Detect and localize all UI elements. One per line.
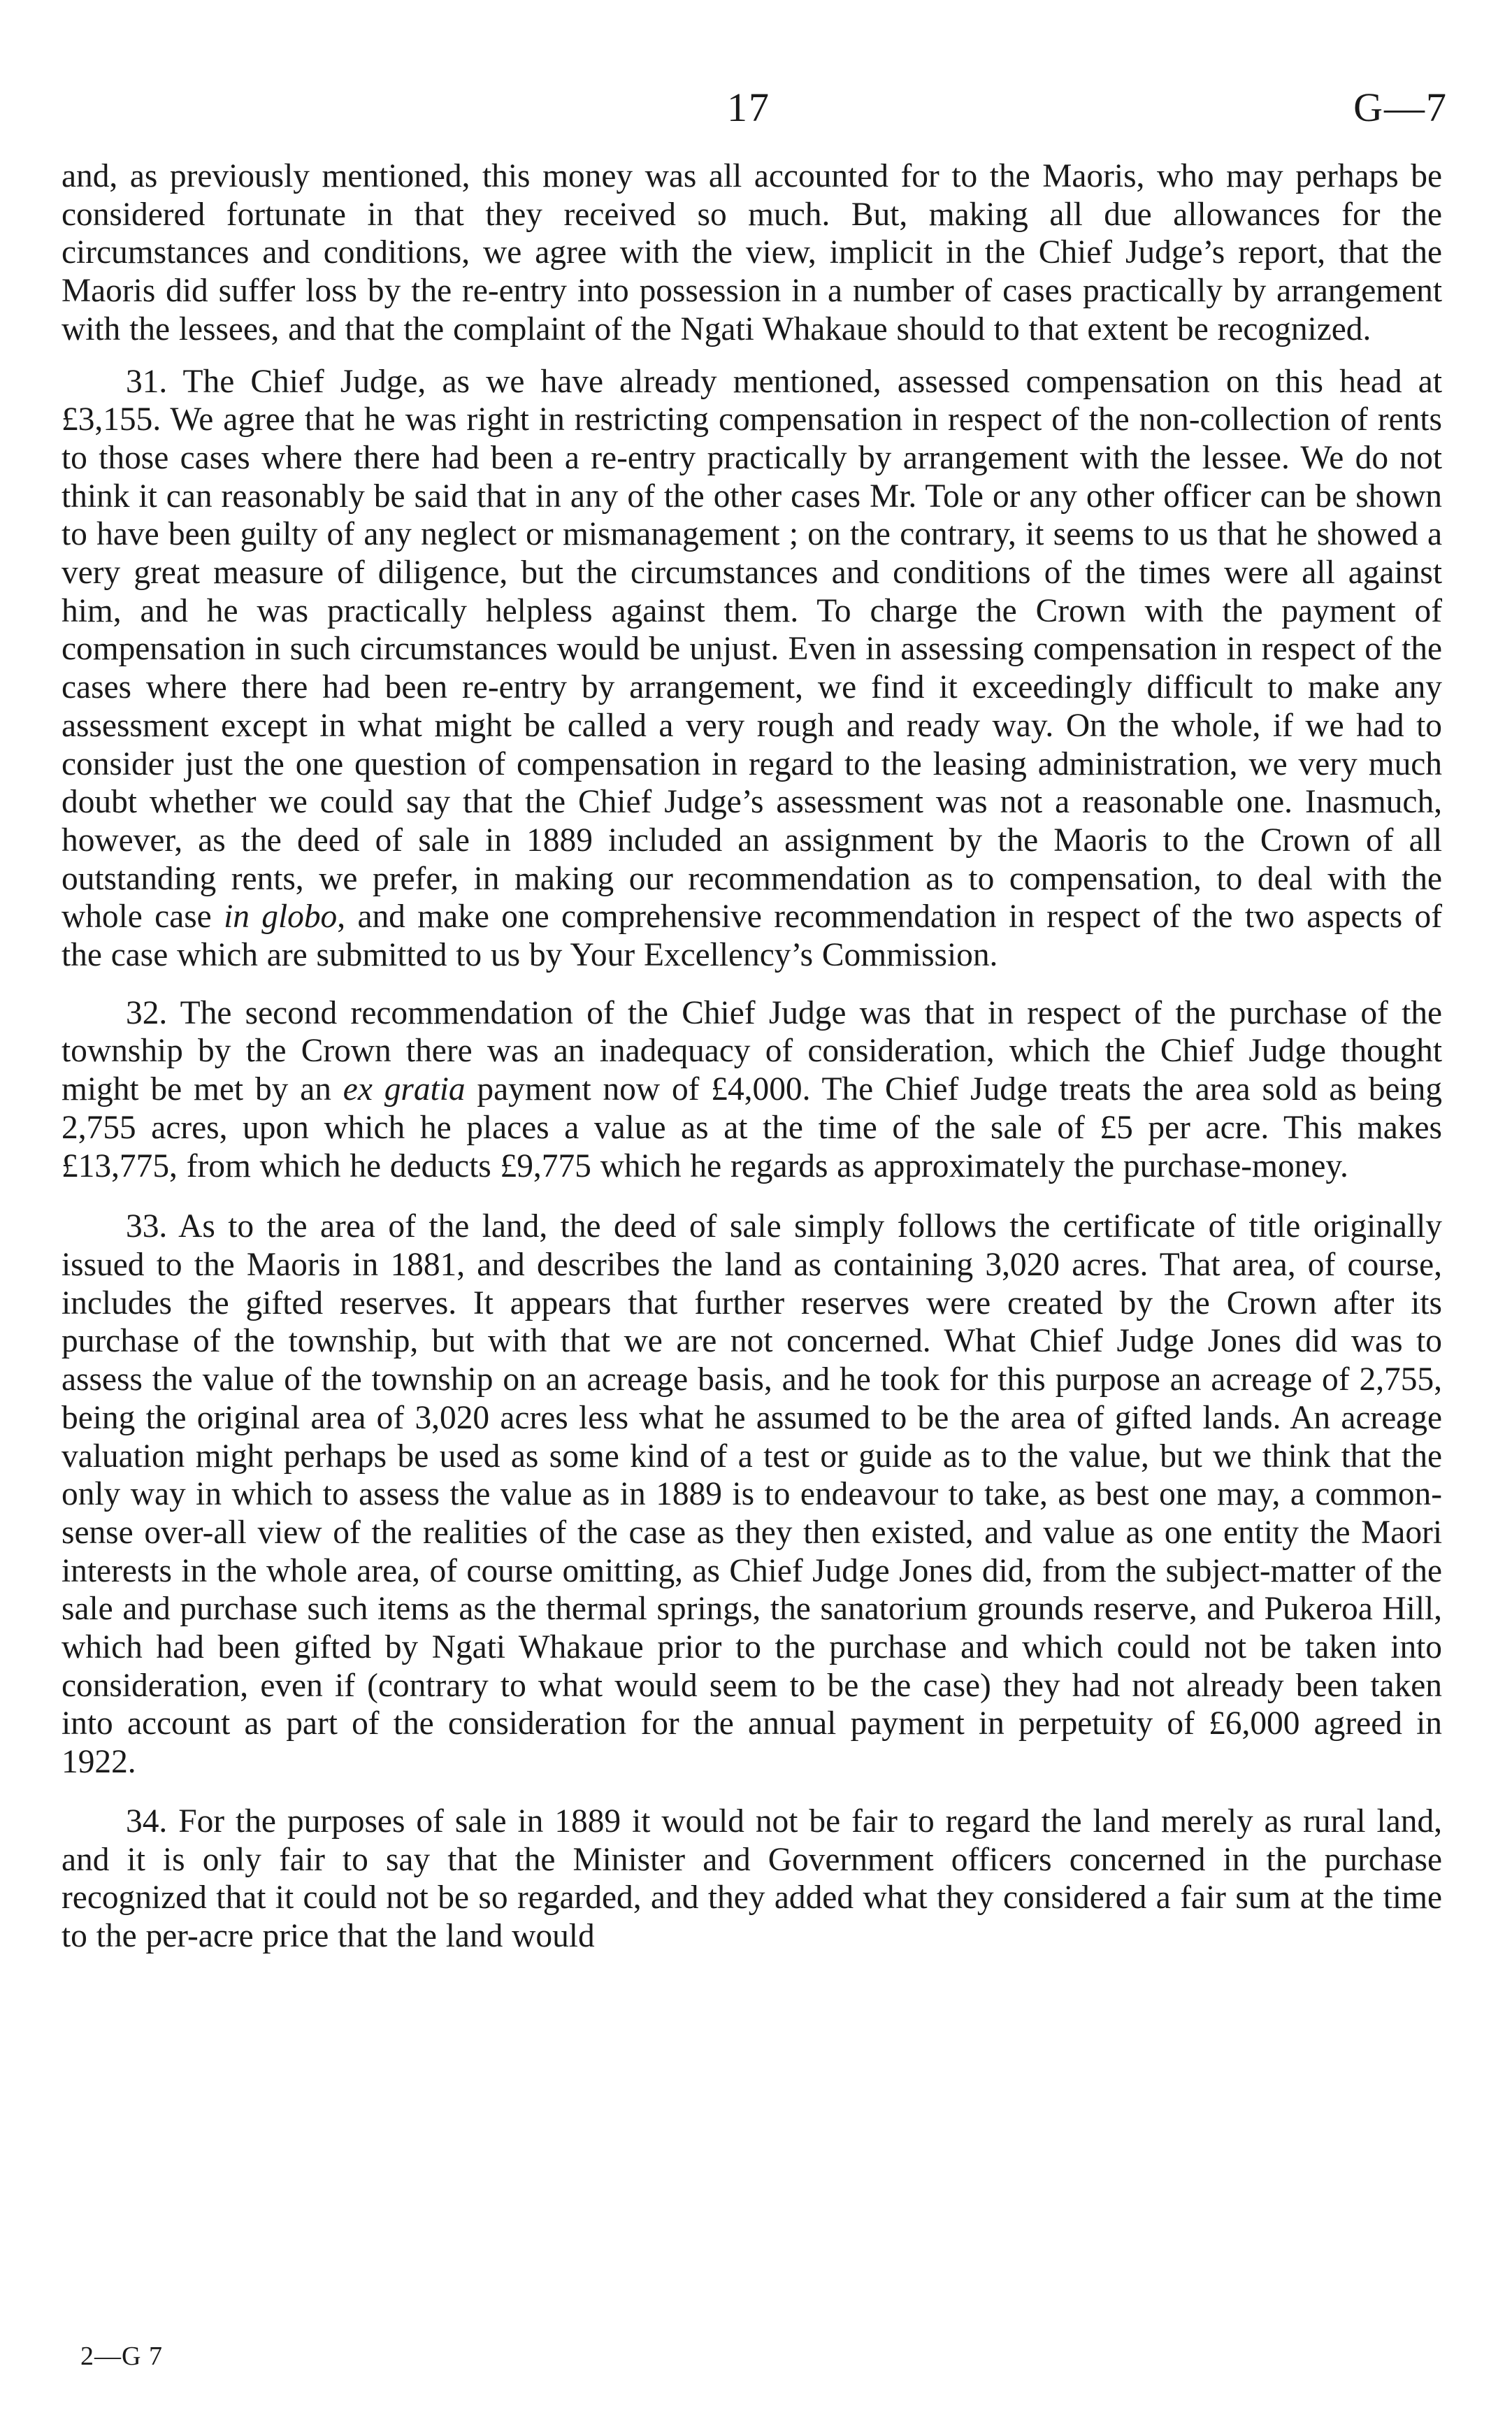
paragraph-text: 31. The Chief Judge, as we have already mentioned, assessed compensation on this head at £3,155. We agree that he was right in restricting compensation in respect of the non-collection of rents to those cases where there had been a re-entry practically by arrangement with the lessee. We do not think it can reasonably be said that in any of the other cases Mr. Tole or any other officer can be shown to have been guilty of any neglect or mismanagement ; on the contrary, it seems to us that he showed a very great measure of diligence, but the circumstances and conditions of the times were all against him, and he was practically helpless against them. To charge the Crown with the payment of compensation in such circumstances would be unjust. Even in assessing compensation in respect of the cases where there had been re-entry by arrangement, we find it exceedingly difficult to make any assessment except in what might be called a very rough and ready way. On the whole, if we had to consider just the one question of compensation in regard to the leasing administration, we very much doubt whether we could say that the Chief Judge’s assessment was not a reasonable one. Inasmuch, however, as the deed of sale in 1889 included an assignment by the Maoris to the Crown of all outstanding rents, we prefer, in making our recommendation as to compensation, to deal with the whole case	[62, 363, 1442, 936]
document-body	[62, 157, 1442, 1956]
document-reference: G—7	[1353, 85, 1448, 130]
paragraph-text: 33. As to the area of the land, the deed of sale simply follows the certificate of title originally issued to the Maoris in 1881, and describes the land as containing 3,020 acres. That area, of course, includes the gifted reserves. It appears that further reserves were created by the Crown after its purchase of the township, but with that we are not concerned. What Chief Judge Jones did was to assess the value of the township on an acreage basis, and he took for this purpose an acreage of 2,755, being the original area of 3,020 acres less what he assumed to be the area of gifted lands. An acreage valuation might perhaps be used as some kind of a test or guide as to the value, but we think that the only way in which to assess the value as in 1889 is to endeavour to take, as best one may, a common-sense over-all view of the realities of the case as they then existed, and value as one entity the Maori interests in the whole area, of course omitting, as Chief Judge Jones did, from the subject-matter of the sale and purchase such items as the thermal springs, the sanatorium grounds reserve, and Pukeroa Hill, which had been gifted by Ngati Whakaue prior to the purchase and which could not be taken into consideration, even if (contrary to what would seem to be the case) they had not already been taken into account as part of the consideration for the annual payment in perpetuity of £6,000 agreed in 1922.	[62, 1208, 1442, 1781]
paragraph-text: 34. For the purposes of sale in 1889 it would not be fair to regard the land merely as rural land, and it is only fair to say that the Minister and Government officers concerned in the purchase recognized that it could not be so regarded, and they added what they considered a fair sum at the time to the per-acre price that the land would	[62, 1803, 1442, 1954]
page-number: 17	[727, 85, 770, 130]
paragraph-34	[62, 1803, 1442, 1956]
paragraph-text: 32. The second recommendation of the Chief Judge was that in respect of the purchase of the township by the Crown there was an inadequacy of consideration, which the Chief Judge thought might be met by an	[62, 994, 1442, 1108]
paragraph-33	[62, 1208, 1442, 1782]
paragraph-text: payment now of £4,000. The Chief Judge treats the area sold as being 2,755 acres, upon which he places a value as at the time of the sale of £5 per acre. This makes £13,775, from which he deducts £9,775 which he regards as approximately the purchase-money.	[62, 1071, 1442, 1184]
paragraph-text: , and make one comprehensive recommendation in respect of the two aspects of the case which are submitted to us by Your Excellency’s Commission.	[62, 898, 1442, 974]
paragraph-continuation	[62, 157, 1442, 349]
signature-mark: 2—G 7	[80, 2342, 163, 2371]
italic-phrase: ex gratia	[343, 1071, 466, 1108]
paragraph-text: and, as previously mentioned, this money was all accounted for to the Maoris, who may perhaps be considered fortunate in that they received so much. But, making all due allowances for the circumstances and conditions, we agree with the view, implicit in the Chief Judge’s report, that the Maoris did suffer loss by the re-entry into possession in a number of cases practically by arrangement with the lessees, and that the complaint of the Ngati Whakaue should to that extent be recognized.	[62, 158, 1442, 347]
italic-phrase: in globo	[224, 898, 338, 936]
paragraph-32	[62, 994, 1442, 1186]
page-header	[0, 84, 1512, 147]
paragraph-31	[62, 363, 1442, 975]
